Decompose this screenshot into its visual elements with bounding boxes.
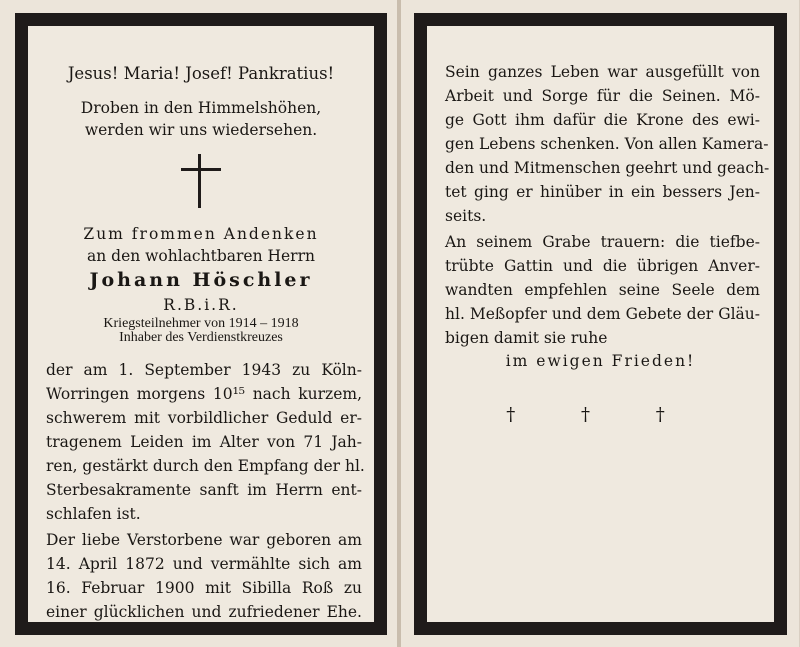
text-line: einer glücklichen und zufriedener Ehe. [46, 603, 362, 621]
text-line: tragenem Leiden im Alter von 71 Jah- [46, 433, 362, 451]
text-line: Der liebe Verstorbene war geboren am [46, 531, 362, 549]
right-mourning-border [414, 13, 787, 635]
text-line: tet ging er hinüber in ein bessers Jen- [445, 183, 760, 201]
left-card [0, 0, 398, 647]
text-line: der am 1. September 1943 zu Köln- [46, 361, 362, 379]
text-line: Sterbesakramente sanft im Herrn ent- [46, 481, 362, 499]
right-card [401, 0, 799, 647]
text-line: wandten empfehlen seine Seele dem [445, 281, 760, 299]
text-line: trübte Gattin und die übrigen Anver- [445, 257, 760, 275]
invocation-line: Jesus! Maria! Josef! Pankratius! [67, 64, 335, 83]
verse-line-2: werden wir uns wiedersehen. [84, 121, 318, 139]
text-line: bigen damit sie ruhe [445, 329, 608, 347]
text-line: schlafen ist. [46, 505, 141, 523]
role-line-2: Inhaber des Verdienstkreuzes [119, 330, 283, 345]
text-line: An seinem Grabe trauern: die tiefbe- [445, 233, 760, 251]
text-line: hl. Meßopfer und dem Gebete der Gläu- [445, 305, 760, 323]
text-line: den und Mitmenschen geehrt und geach- [445, 159, 770, 177]
closing-line: im ewigen Frieden! [505, 352, 696, 370]
text-line: 16. Februar 1900 mit Sibilla Roß zu [46, 579, 362, 597]
text-line: seits. [445, 207, 487, 225]
dedication-line-2: an den wohlachtbaren Herrn [87, 247, 315, 265]
text-line: Arbeit und Sorge für die Seinen. Mö- [445, 87, 760, 105]
left-mourning-border [15, 13, 387, 635]
verse-line-1: Droben in den Himmelshöhen, [80, 99, 322, 117]
text-line: Worringen morgens 10¹⁵ nach kurzem, [46, 385, 362, 403]
dedication-line-1: Zum frommen Andenken [83, 225, 319, 243]
three-crosses-icon: † † † [506, 404, 695, 425]
text-line: schwerem mit vorbildlicher Geduld er- [46, 409, 362, 427]
deceased-name: Johann Höschler [89, 269, 313, 291]
text-line: ren, gestärkt durch den Empfang der hl. [46, 457, 365, 475]
text-line: gen Lebens schenken. Von allen Kamera- [445, 135, 769, 153]
text-line: 14. April 1872 und vermählte sich am [46, 555, 362, 573]
text-line: ge Gott ihm dafür die Krone des ewi- [445, 111, 760, 129]
name-abbreviation: R.B.i.R. [163, 296, 239, 314]
cross-icon [181, 154, 221, 208]
text-line: Sein ganzes Leben war ausgefüllt von [445, 63, 760, 81]
role-line-1: Kriegsteilnehmer von 1914 – 1918 [103, 316, 299, 331]
